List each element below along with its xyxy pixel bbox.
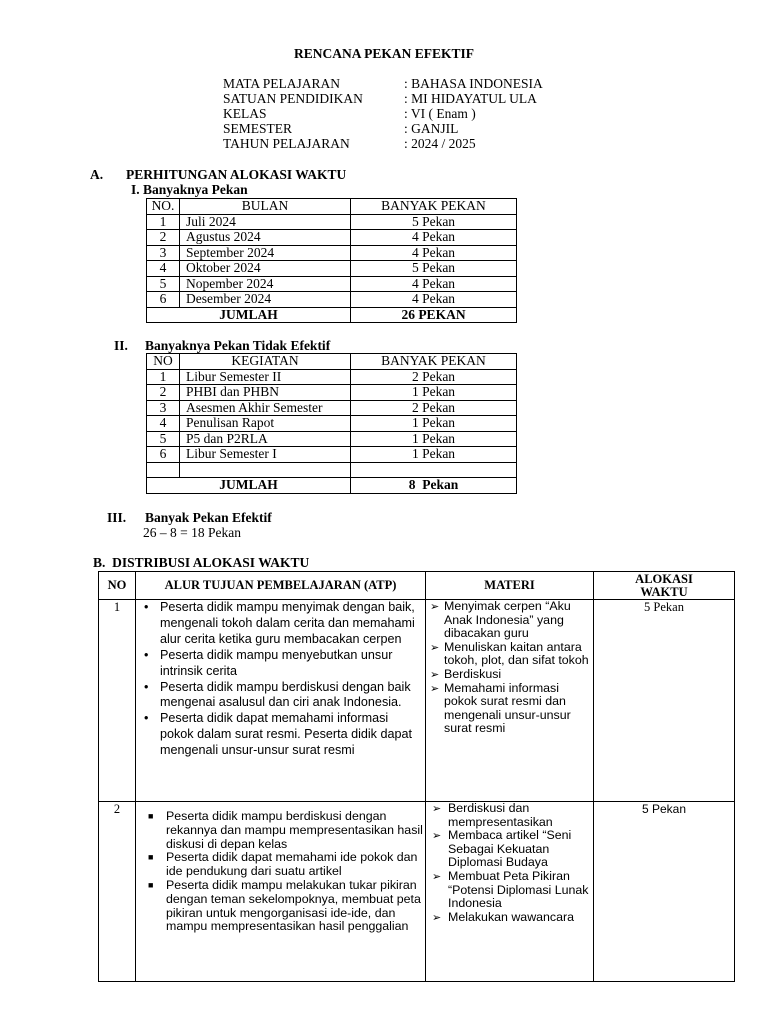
atp-text: Peserta didik dapat memahami ide pokok dan ide pendukung dari suatu artikel (166, 850, 418, 879)
table-header-row (147, 199, 517, 215)
list-item (426, 682, 593, 736)
bullet-icon: • (144, 711, 149, 726)
row-no: 2 (147, 385, 180, 401)
col-header-atp: ALUR TUJUAN PEMBELAJARAN (ATP) (136, 572, 426, 600)
list-item (426, 600, 593, 641)
arrow-bullet-icon: ➢ (430, 600, 440, 613)
row-weeks: 2 Pekan (351, 369, 517, 385)
row-no: 3 (147, 400, 180, 416)
alokasi-cell: 5 Pekan (594, 600, 735, 802)
meta-value: : 2024 / 2025 (404, 136, 476, 151)
row-weeks: 1 Pekan (351, 431, 517, 447)
row-no: 1 (147, 369, 180, 385)
row-weeks: 2 Pekan (351, 400, 517, 416)
list-item (426, 829, 593, 870)
row-weeks: 5 Pekan (351, 214, 517, 230)
section-a-letter: A. (90, 167, 104, 182)
row-weeks: 4 Pekan (351, 276, 517, 292)
list-item (138, 600, 425, 648)
row-no: 6 (147, 292, 180, 308)
arrow-bullet-icon: ➢ (430, 667, 440, 681)
col-header-alokasi-line1: ALOKASI (635, 571, 693, 586)
materi-text: Berdiskusi dan mempresentasikan (448, 801, 553, 829)
materi-text: Menuliskan kaitan antara tokoh, plot, dan sifat tokoh (444, 639, 589, 668)
effective-weeks-formula: 26 – 8 = 18 Pekan (143, 525, 241, 540)
row-activity: P5 dan P2RLA (180, 431, 351, 447)
row-no: 5 (147, 431, 180, 447)
row-month: Desember 2024 (180, 292, 351, 308)
list-item (426, 911, 593, 925)
table-row (147, 385, 517, 401)
table-row (147, 447, 517, 463)
atp-text: Peserta didik mampu menyebutkan unsur intrinsik cerita (160, 647, 393, 678)
row-month: Juli 2024 (180, 214, 351, 230)
materi-text: Menyimak cerpen “Aku Anak Indonesia” yang dibacakan guru (444, 599, 571, 641)
atp-cell (136, 802, 426, 982)
row-month: September 2024 (180, 245, 351, 261)
row-month: Oktober 2024 (180, 261, 351, 277)
materi-text: Melakukan wawancara (448, 909, 575, 924)
row-weeks: 4 Pekan (351, 292, 517, 308)
table-row (147, 400, 517, 416)
meta-value: : BAHASA INDONESIA (404, 76, 543, 91)
total-label: JUMLAH (147, 478, 351, 494)
row-activity: Libur Semester I (180, 447, 351, 463)
table-row (147, 230, 517, 246)
table-header-row (147, 354, 517, 370)
meta-key: SEMESTER (223, 121, 293, 136)
list-item (140, 810, 425, 851)
list-item (138, 680, 425, 712)
list-item (140, 851, 425, 879)
row-no: 2 (99, 802, 136, 982)
table-row (147, 276, 517, 292)
row-no: 1 (147, 214, 180, 230)
materi-text: Memahami informasi pokok surat resmi dan mengenali unsur-unsur surat resmi (444, 680, 571, 736)
row-no: 5 (147, 276, 180, 292)
section-a-heading: PERHITUNGAN ALOKASI WAKTU (126, 167, 347, 182)
row-no: 1 (99, 600, 136, 802)
bullet-icon: • (144, 679, 149, 694)
list-item (426, 802, 593, 829)
materi-text: Berdiskusi (444, 666, 502, 681)
table-row (99, 802, 735, 982)
non-effective-weeks-table (146, 353, 517, 494)
list-item (138, 711, 425, 759)
alokasi-cell: 5 Pekan (594, 802, 735, 982)
table-header-row (99, 572, 735, 600)
col-header-no: NO (147, 354, 180, 370)
time-allocation-table (98, 571, 735, 982)
col-header-no: NO (99, 572, 136, 600)
list-item (426, 641, 593, 668)
list-item (138, 648, 425, 680)
row-weeks: 1 Pekan (351, 447, 517, 463)
row-month: Nopember 2024 (180, 276, 351, 292)
row-weeks: 5 Pekan (351, 261, 517, 277)
weeks-table (146, 198, 517, 323)
arrow-bullet-icon: ➢ (432, 802, 442, 815)
list-item (140, 879, 425, 934)
arrow-bullet-icon: ➢ (430, 640, 440, 654)
row-no: 6 (147, 447, 180, 463)
table-row (147, 416, 517, 432)
atp-text: Peserta didik dapat memahami informasi pokok dalam surat resmi. Peserta didik dapat mengenali unsur-unsur surat resmi (160, 711, 412, 758)
meta-key: MATA PELAJARAN (223, 76, 341, 91)
section-b-heading: B. DISTRIBUSI ALOKASI WAKTU (93, 555, 310, 570)
bullet-icon: • (144, 600, 149, 614)
identity-block (223, 76, 543, 151)
row-weeks: 1 Pekan (351, 385, 517, 401)
part3-heading: Banyak Pekan Efektif (145, 510, 272, 525)
total-value: 26 PEKAN (351, 307, 517, 323)
meta-key: KELAS (223, 106, 267, 121)
table-row (99, 600, 735, 802)
meta-value: : MI HIDAYATUL ULA (404, 91, 537, 106)
col-header-alokasi-line2: WAKTU (640, 584, 688, 599)
page-title: RENCANA PEKAN EFEKTIF (293, 46, 474, 61)
materi-cell (426, 802, 594, 982)
meta-value: : VI ( Enam ) (404, 106, 476, 121)
col-header-bulan: BULAN (180, 199, 351, 215)
meta-key: TAHUN PELAJARAN (223, 136, 350, 151)
meta-row (223, 76, 543, 91)
meta-row (223, 121, 543, 136)
arrow-bullet-icon: ➢ (432, 910, 442, 924)
meta-row (223, 106, 543, 121)
meta-value: : GANJIL (404, 121, 459, 136)
arrow-bullet-icon: ➢ (432, 869, 442, 883)
atp-text: Peserta didik mampu berdiskusi dengan baik mengenai asalusul dan ciri anak Indonesia. (160, 679, 411, 710)
row-month: Agustus 2024 (180, 230, 351, 246)
col-header-no: NO. (147, 199, 180, 215)
table-row (147, 245, 517, 261)
col-header-materi: MATERI (426, 572, 594, 600)
arrow-bullet-icon: ➢ (432, 829, 442, 843)
table-empty-row (147, 462, 517, 478)
square-bullet-icon: ■ (148, 879, 154, 890)
list-item (426, 870, 593, 911)
row-weeks: 4 Pekan (351, 230, 517, 246)
meta-row (223, 91, 543, 106)
col-header-alokasi (594, 572, 735, 600)
square-bullet-icon: ■ (148, 852, 154, 863)
atp-text: Peserta didik mampu menyimak dengan baik, mengenali tokoh dalam cerita dan memahami alur cerita ketika guru membacakan cerpen (160, 600, 415, 646)
list-item (426, 668, 593, 682)
meta-key: SATUAN PENDIDIKAN (223, 91, 363, 106)
row-no: 4 (147, 416, 180, 432)
row-activity: Asesmen Akhir Semester (180, 400, 351, 416)
row-no: 2 (147, 230, 180, 246)
table-row (147, 261, 517, 277)
col-header-kegiatan: KEGIATAN (180, 354, 351, 370)
table-row (147, 292, 517, 308)
square-bullet-icon: ■ (148, 811, 154, 821)
atp-text: Peserta didik mampu berdiskusi dengan rekannya dan mampu mempresentasikan hasil diskusi di depan kelas (166, 809, 423, 851)
atp-text: Peserta didik mampu melakukan tukar pikiran dengan teman sekelompoknya, membuat peta pikiran untuk mengorganisasi ide-ide, dan mampu mempresentasikan hasil penggalian (166, 877, 421, 934)
part3-number: III. (107, 510, 127, 525)
part1-heading: I. Banyaknya Pekan (131, 182, 248, 197)
materi-text: Membuat Peta Pikiran “Potensi Diplomasi Lunak Indonesia (448, 868, 589, 911)
table-row (147, 214, 517, 230)
atp-cell (136, 600, 426, 802)
row-activity: Penulisan Rapot (180, 416, 351, 432)
row-no: 4 (147, 261, 180, 277)
col-header-pekan: BANYAK PEKAN (351, 354, 517, 370)
meta-row (223, 136, 543, 151)
materi-text: Membaca artikel “Seni Sebagai Kekuatan Diplomasi Budaya (448, 828, 572, 870)
total-value: 8 Pekan (351, 478, 517, 494)
row-activity: Libur Semester II (180, 369, 351, 385)
table-row (147, 369, 517, 385)
part2-number: II. (114, 338, 128, 353)
arrow-bullet-icon: ➢ (430, 681, 440, 695)
row-weeks: 4 Pekan (351, 245, 517, 261)
bullet-icon: • (144, 647, 149, 662)
table-row (147, 431, 517, 447)
table-total-row (147, 478, 517, 494)
total-label: JUMLAH (147, 307, 351, 323)
row-no: 3 (147, 245, 180, 261)
table-total-row (147, 307, 517, 323)
row-activity: PHBI dan PHBN (180, 385, 351, 401)
row-weeks: 1 Pekan (351, 416, 517, 432)
part2-heading: Banyaknya Pekan Tidak Efektif (145, 338, 331, 353)
col-header-pekan: BANYAK PEKAN (351, 199, 517, 215)
materi-cell (426, 600, 594, 802)
